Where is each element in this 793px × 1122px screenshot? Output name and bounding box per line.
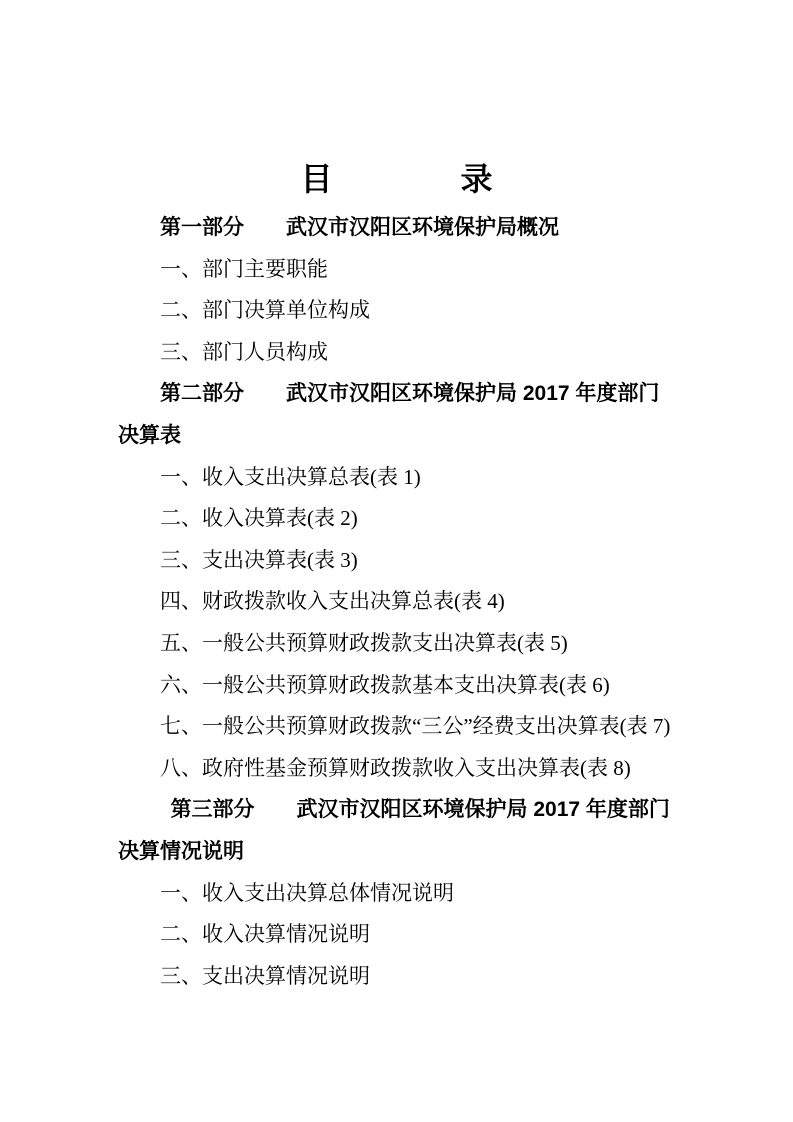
toc-entry [118, 373, 675, 456]
toc-entry-text: 一、收入支出决算总体情况说明 [160, 880, 454, 905]
toc-entry-text: 第三部分 武汉市汉阳区环境保护局 2017 年度部门决算情况说明 [118, 798, 670, 863]
toc-entry [118, 249, 675, 291]
toc-entry-text: 三、部门人员构成 [160, 339, 328, 364]
toc-entry-text: 七、一般公共预算财政拨款“三公”经费支出决算表(表 7) [160, 714, 671, 739]
toc-entry [118, 956, 675, 998]
toc-entry-text: 一、部门主要职能 [160, 256, 328, 281]
toc-entry-text: 四、财政拨款收入支出决算总表(表 4) [160, 589, 505, 614]
toc-entry-text: 二、收入决算表(表 2) [160, 506, 358, 531]
toc-list [118, 207, 675, 997]
toc-entry [118, 540, 675, 582]
toc-entry-text: 五、一般公共预算财政拨款支出决算表(表 5) [160, 630, 568, 655]
toc-entry-text: 二、部门决算单位构成 [160, 298, 370, 323]
toc-page-title: 目 录 [300, 161, 493, 197]
toc-entry-text: 六、一般公共预算财政拨款基本支出决算表(表 6) [160, 672, 610, 697]
toc-entry [118, 665, 675, 707]
toc-entry [118, 748, 675, 790]
toc-entry-text: 八、政府性基金预算财政拨款收入支出决算表(表 8) [160, 755, 631, 780]
toc-entry [118, 581, 675, 623]
toc-entry [118, 457, 675, 499]
toc-entry-text: 三、支出决算情况说明 [160, 963, 370, 988]
toc-entry [118, 290, 675, 332]
toc-entry [118, 914, 675, 956]
toc-entry-text: 二、收入决算情况说明 [160, 922, 370, 947]
toc-entry-text: 一、收入支出决算总表(表 1) [160, 464, 421, 489]
toc-entry [118, 207, 675, 249]
toc-entry [118, 789, 675, 872]
toc-entry-text: 第一部分 武汉市汉阳区环境保护局概况 [160, 216, 559, 239]
toc-entry-text: 三、支出决算表(表 3) [160, 547, 358, 572]
toc-entry [118, 498, 675, 540]
toc-entry [118, 706, 675, 748]
toc-entry-text: 第二部分 武汉市汉阳区环境保护局 2017 年度部门决算表 [118, 382, 660, 447]
toc-entry [118, 332, 675, 374]
toc-entry [118, 873, 675, 915]
toc-entry [118, 623, 675, 665]
